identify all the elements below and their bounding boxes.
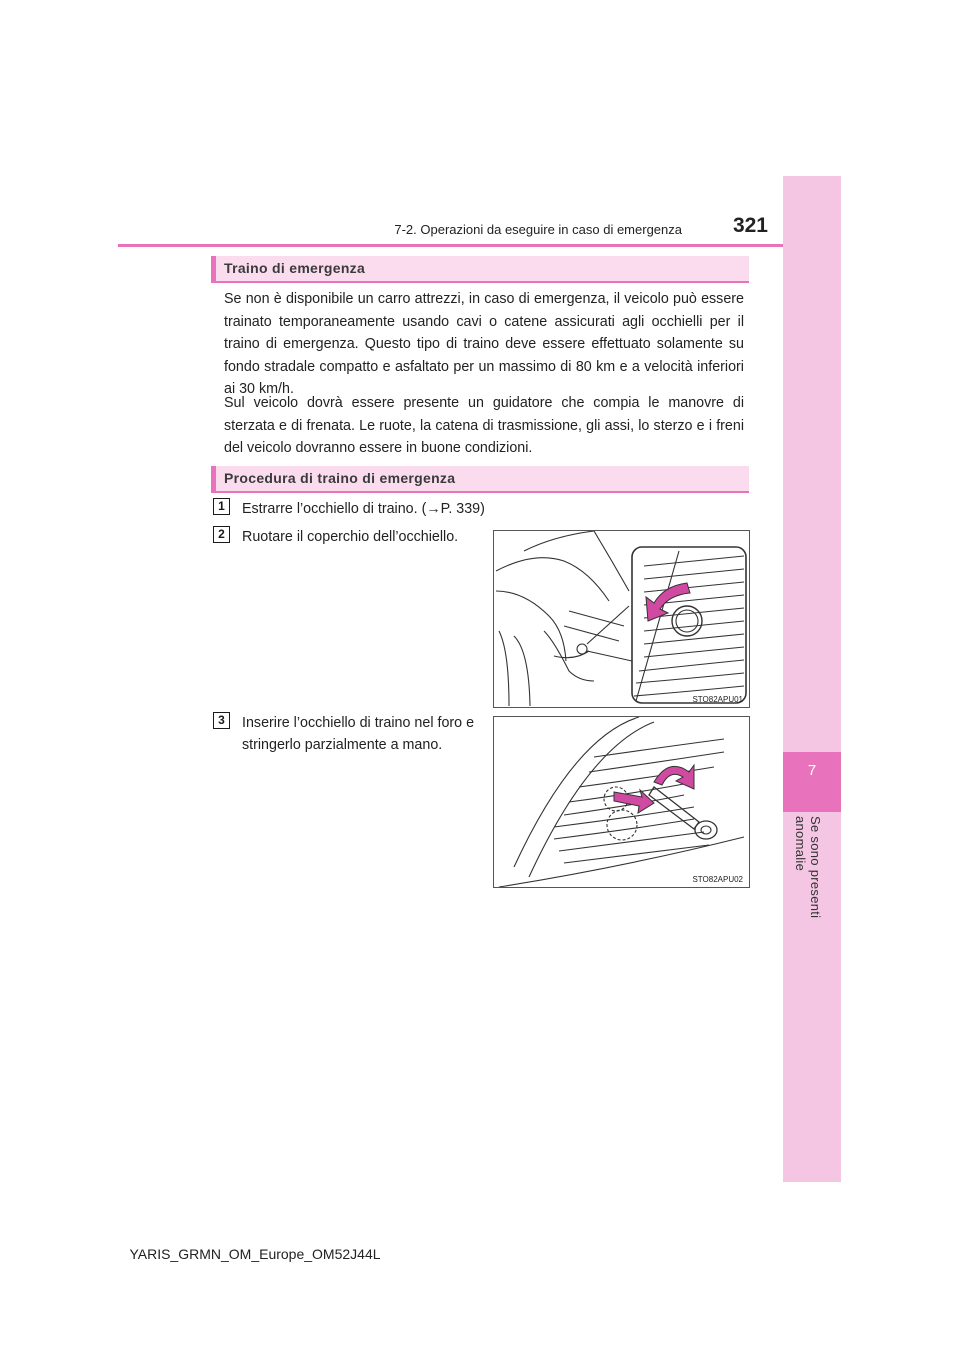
chapter-side-tab bbox=[783, 176, 841, 1182]
step-3-badge: 3 bbox=[213, 712, 230, 729]
figure-code: STO82APU02 bbox=[692, 875, 743, 884]
figure-cover-rotation bbox=[493, 530, 750, 708]
section-heading-towing bbox=[211, 256, 749, 283]
figure-insert-tow-eye bbox=[493, 716, 750, 888]
step-1-badge: 1 bbox=[213, 498, 230, 515]
chapter-title: Se sono presenti anomalie bbox=[793, 816, 823, 919]
towing-paragraph-1: Se non è disponibile un carro attrezzi, in caso di emergenza, il veicolo può essere trainato temporaneamente usando cavi o catene assicurati agli occhielli per il traino di emergenza. Questo tipo di traino deve essere effettuato solamente su fondo stradale compatto e asfaltato per un massimo di 80 km e a velocità inferiori ai 30 km/h. bbox=[224, 291, 744, 397]
figure-illustration bbox=[494, 717, 749, 887]
towing-paragraph-2: Sul veicolo dovrà essere presente un guidatore che compia le manovre di sterzata e di frenata. Le ruote, la catena di trasmissione, gli assi, lo sterzo e i freni del veicolo dovranno essere in buone condizioni. bbox=[224, 395, 744, 456]
step-2-badge: 2 bbox=[213, 526, 230, 543]
chapter-number: 7 bbox=[807, 762, 817, 779]
step-2-text: Ruotare il coperchio dell’occhiello. bbox=[242, 529, 459, 545]
section-heading-text: Procedura di traino di emergenza bbox=[224, 470, 456, 486]
chapter-tab-active[interactable] bbox=[783, 752, 841, 812]
running-header: 7-2. Operazioni da eseguire in caso di emergenza bbox=[394, 222, 682, 237]
document-code: YARIS_GRMN_OM_Europe_OM52J44L bbox=[129, 1246, 381, 1262]
figure-illustration bbox=[494, 531, 749, 707]
step-1-text: Estrarre l’occhiello di traino. (→P. 339) bbox=[242, 501, 485, 517]
page-number: 321 bbox=[732, 214, 768, 237]
header-divider bbox=[118, 244, 783, 247]
section-heading-text: Traino di emergenza bbox=[224, 260, 366, 276]
figure-code: STO82APU01 bbox=[692, 695, 743, 704]
step-3-text: Inserire l’occhiello di traino nel foro e stringerlo parzialmente a mano. bbox=[242, 715, 475, 753]
section-heading-procedure bbox=[211, 466, 749, 493]
